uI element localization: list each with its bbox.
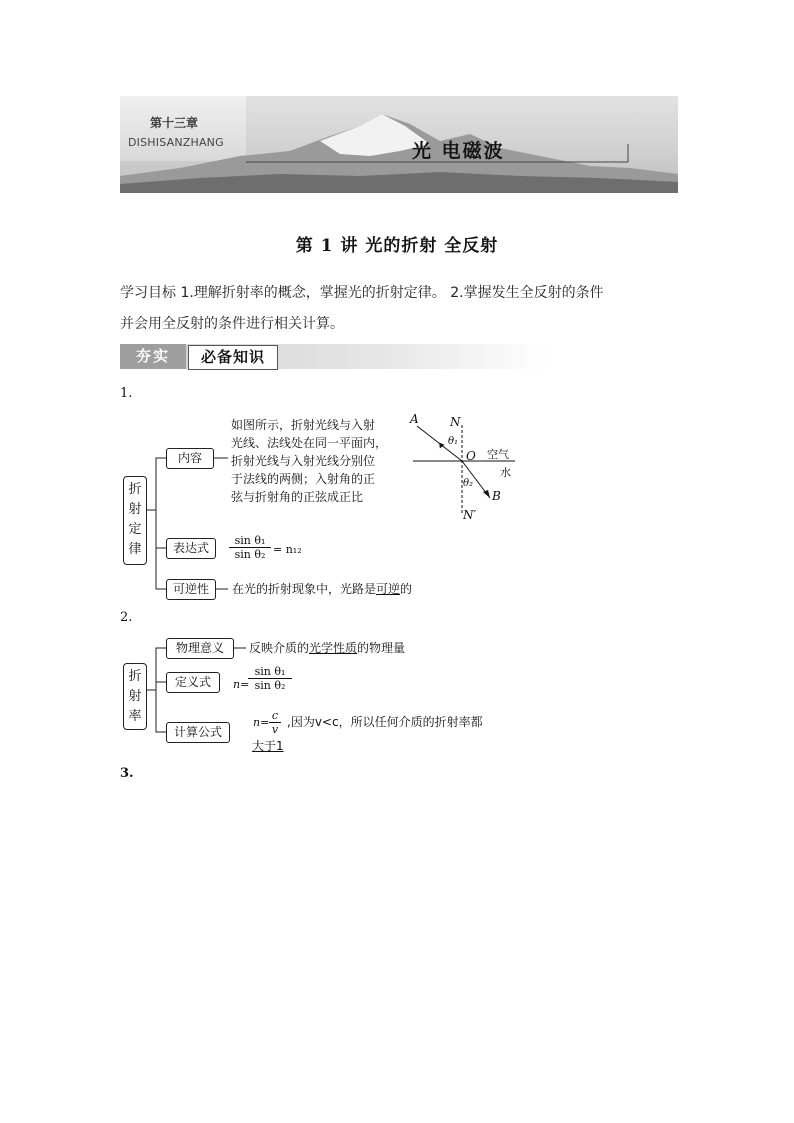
item-number-2: 2. (120, 610, 133, 625)
reversibility-text-post: 的 (400, 582, 413, 596)
node-physical-meaning: 物理意义 (166, 638, 234, 659)
content-line: 折射光线与入射光线分别位 (231, 454, 376, 468)
label-a: A (410, 412, 419, 426)
physical-meaning-text (249, 639, 405, 657)
root-refractive-index (123, 663, 147, 730)
fraction-denominator: sin θ₂ (248, 678, 292, 692)
item-number-1: 1. (120, 386, 133, 401)
reversibility-keyword: 可逆 (376, 582, 401, 596)
fraction-denominator: v (269, 722, 281, 736)
fraction-numerator: sin θ₁ (234, 534, 266, 547)
physical-meaning-post: 的物理量 (357, 641, 406, 655)
lecture-title: 第 1 讲 光的折射 全反射 (295, 236, 499, 256)
label-n-prime: N′ (463, 508, 477, 522)
fraction-numerator: c (271, 709, 279, 722)
learning-goals-line-1: 学习目标 1.理解折射率的概念，掌握光的折射定律。 2.掌握发生全反射的条件 (120, 285, 604, 301)
section-title: 必备知识 (188, 345, 278, 370)
calculation-keyword: 大于1 (252, 739, 284, 753)
content-line: 于法线的两侧；入射角的正 (231, 472, 376, 486)
chapter-number: 第十三章 (150, 116, 199, 130)
label-theta1: θ₁ (448, 436, 459, 447)
root-refraction-law-label: 折射定律 (128, 482, 142, 557)
node-calculation: 计算公式 (166, 722, 230, 743)
learning-goals-line-2: 并会用全反射的条件进行相关计算。 (120, 316, 344, 332)
physical-meaning-keyword: 光学性质 (309, 641, 358, 655)
calculation-text: ,因为v<c，所以任何介质的折射率都 (287, 715, 483, 729)
label-n: N (450, 415, 461, 429)
root-refractive-index-label: 折射率 (128, 669, 142, 724)
label-o: O (466, 449, 476, 463)
content-line: 如图所示，折射光线与入射 (231, 418, 376, 432)
calculation-fraction (269, 709, 281, 736)
fraction-numerator: sin θ₁ (254, 665, 286, 678)
node-definition: 定义式 (166, 672, 220, 693)
label-water: 水 (500, 466, 511, 479)
calculation-n: n= (253, 716, 270, 729)
chapter-pinyin: DISHISANZHANG (128, 136, 224, 149)
content-line: 光线、法线处在同一平面内， (231, 436, 388, 450)
definition-fraction (248, 665, 292, 692)
label-theta2: θ₂ (463, 478, 474, 489)
reversibility-text-pre: 在光的折射现象中，光路是 (232, 582, 377, 596)
expression-rhs: = n₁₂ (273, 543, 302, 556)
node-expression: 表达式 (166, 538, 216, 559)
fraction-denominator: sin θ₂ (229, 547, 271, 561)
section-tag: 夯实 (120, 344, 186, 369)
chapter-title: 光 电磁波 (412, 140, 505, 162)
label-air: 空气 (487, 448, 509, 461)
node-reversibility: 可逆性 (166, 579, 216, 600)
physical-meaning-pre: 反映介质的 (249, 641, 310, 655)
label-b: B (492, 489, 501, 503)
node-content: 内容 (166, 448, 214, 469)
item-number-3: 3. (120, 766, 134, 781)
definition-n: n= (233, 678, 250, 691)
content-line: 弦与折射角的正弦成正比 (231, 490, 364, 504)
